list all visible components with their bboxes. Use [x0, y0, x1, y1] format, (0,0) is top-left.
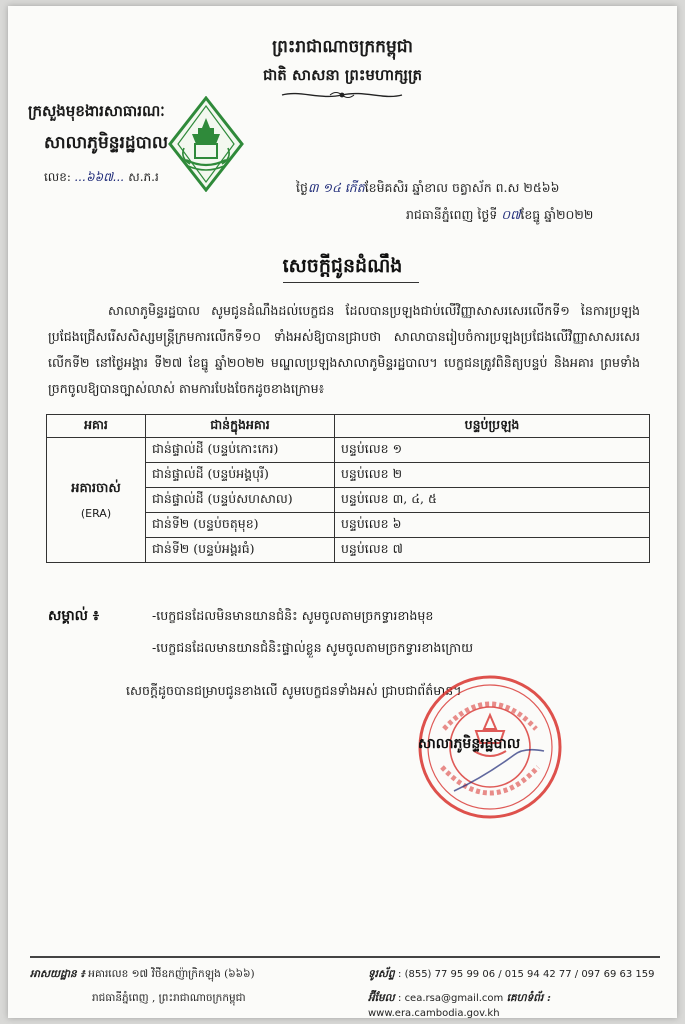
note-label: សម្គាល់ ៖ — [48, 608, 100, 624]
table-header-row — [47, 415, 650, 438]
title-underline — [283, 282, 419, 283]
note-item-front-entrance: -បេក្ខជនដែលមិនមានយានជំនិះ សូមចូលតាមច្រកទ្វារខាងមុខ — [152, 608, 434, 623]
header-building: អគារ — [47, 415, 146, 438]
document-title: សេចក្តីជូនដំណឹង — [282, 255, 403, 277]
document-page — [8, 6, 677, 1018]
ref-prefix: លេខ: — [44, 170, 71, 184]
ministry-name: ក្រសួងមុខងារសាធារណៈ — [28, 102, 165, 120]
announcement-body: សាលាភូមិន្ទរដ្ឋបាល សូមជូនដំណឹងដល់បេក្ខជន ដែលបានប្រឡងជាប់លើវិញ្ញាសាសរសេរលើកទី១ នៃការប្រឡងប្រជែងជ្រើសរើសសិស្សមន្ត្រីក្រមការលើកទី១០ ទាំងអស់ឱ្យបានជ្រាបថា សាលាបានរៀបចំការប្រឡងប្រជែងលើវិញ្ញាសាសរសេរលើកទី២ នៅថ្ងៃអង្គារ ទី២៧ ខែធ្នូ ឆ្នាំ២០២២ មណ្ឌលប្រឡងសាលាភូមិន្ទរដ្ឋបាល។ បេក្ខជនត្រូវពិនិត្យបន្ទប់ និងអគារ ព្រមទាំងច្រកចូលឱ្យបានច្បាស់លាស់ តាមការបែងចែកដូចខាងក្រោម៖ — [48, 303, 640, 396]
website-label: គេហទំព័រ : — [506, 992, 551, 1004]
note-item-rear-entrance: -បេក្ខជនដែលមានយានជំនិះផ្ទាល់ខ្លួន សូមចូលតាមច្រកទ្វារខាងក្រោយ — [152, 640, 474, 655]
email-label: អ៊ីមែល — [368, 992, 395, 1004]
exam-room-table — [46, 414, 650, 563]
ornament-divider-icon — [280, 88, 404, 102]
footer-divider — [30, 956, 660, 958]
footer-phone — [368, 968, 654, 983]
building-code: (ERA) — [80, 507, 112, 520]
lunar-prefix: ថ្ងៃ — [296, 180, 308, 195]
floor-cell: ជាន់ទី២ (បន្ទប់អង្គរធំ) — [146, 538, 335, 563]
room-cell: បន្ទប់លេខ ២ — [335, 463, 650, 488]
table-row — [47, 438, 650, 463]
building-cell — [47, 438, 146, 563]
kingdom-title: ព្រះរាជាណាចក្រកម្ពុជា — [272, 37, 413, 57]
footer-email-website — [368, 992, 677, 1018]
reference-number — [44, 169, 159, 187]
royal-school-emblem-icon — [168, 96, 244, 192]
header-floor: ជាន់ក្នុងអគារ — [146, 415, 335, 438]
footer-address-line1 — [30, 968, 255, 983]
solar-day-handwritten: ០៧ — [501, 207, 521, 222]
closing-statement: សេចក្តីដូចបានជម្រាបជូនខាងលើ សូមបេក្ខជនទាំងអស់ ជ្រាបជាព័ត៌មាន។ — [126, 683, 462, 698]
lunar-date — [296, 180, 559, 199]
address-label: អាសយដ្ឋាន ៖ — [30, 968, 85, 980]
address-line1: អគារលេខ ១៧ វិថីឧកញ៉ាក្រិកឡុង (៦៦៦) — [88, 968, 255, 980]
footer-address-line2: រាជធានីភ្នំពេញ , ព្រះរាជាណាចក្រកម្ពុជា — [92, 992, 246, 1004]
school-name: សាលាភូមិន្ទរដ្ឋបាល — [44, 133, 169, 153]
building-name: អគារចាស់ — [71, 481, 121, 496]
floor-cell: ជាន់ទី២ (បន្ទប់ចតុមុខ) — [146, 513, 335, 538]
room-cell: បន្ទប់លេខ ១ — [335, 438, 650, 463]
room-cell: បន្ទប់លេខ ៦ — [335, 513, 650, 538]
room-cell: បន្ទប់លេខ ៧ — [335, 538, 650, 563]
floor-cell: ជាន់ផ្ទាល់ដី (បន្ទប់កោះកេរ) — [146, 438, 335, 463]
email-address: : cea.rsa@gmail.com — [398, 993, 504, 1004]
ref-suffix: ស.ភ.រ — [128, 170, 159, 184]
lunar-day-handwritten: ៣ ១៤ កើត — [307, 180, 365, 195]
website-url: www.era.cambodia.gov.kh — [368, 1008, 500, 1018]
signer-name: សាលាភូមិន្ទរដ្ឋបាល — [418, 736, 521, 752]
phone-label: ទូរស័ព្ទ — [368, 968, 395, 980]
header-room: បន្ទប់ប្រឡង — [335, 415, 650, 438]
floor-cell: ជាន់ផ្ទាល់ដី (បន្ទប់អង្គបុរី) — [146, 463, 335, 488]
solar-date — [406, 207, 593, 226]
phone-numbers: : (855) 77 95 99 06 / 015 94 42 77 / 097 69 63 159 — [398, 969, 655, 980]
floor-cell: ជាន់ផ្ទាល់ដី (បន្ទប់សហសាល) — [146, 488, 335, 513]
room-cell: បន្ទប់លេខ ៣, ៤, ៥ — [335, 488, 650, 513]
lunar-rest: ខែមិគសិរ ឆ្នាំខាល ចត្វាស័ក ព.ស ២៥៦៦ — [364, 180, 560, 195]
national-motto: ជាតិ សាសនា ព្រះមហាក្សត្រ — [263, 66, 422, 84]
solar-prefix: រាជធានីភ្នំពេញ ថ្ងៃទី — [406, 207, 498, 222]
solar-rest: ខែធ្នូ ឆ្នាំ២០២២ — [520, 207, 594, 222]
ref-number: ...៦៦៧... — [74, 170, 125, 184]
